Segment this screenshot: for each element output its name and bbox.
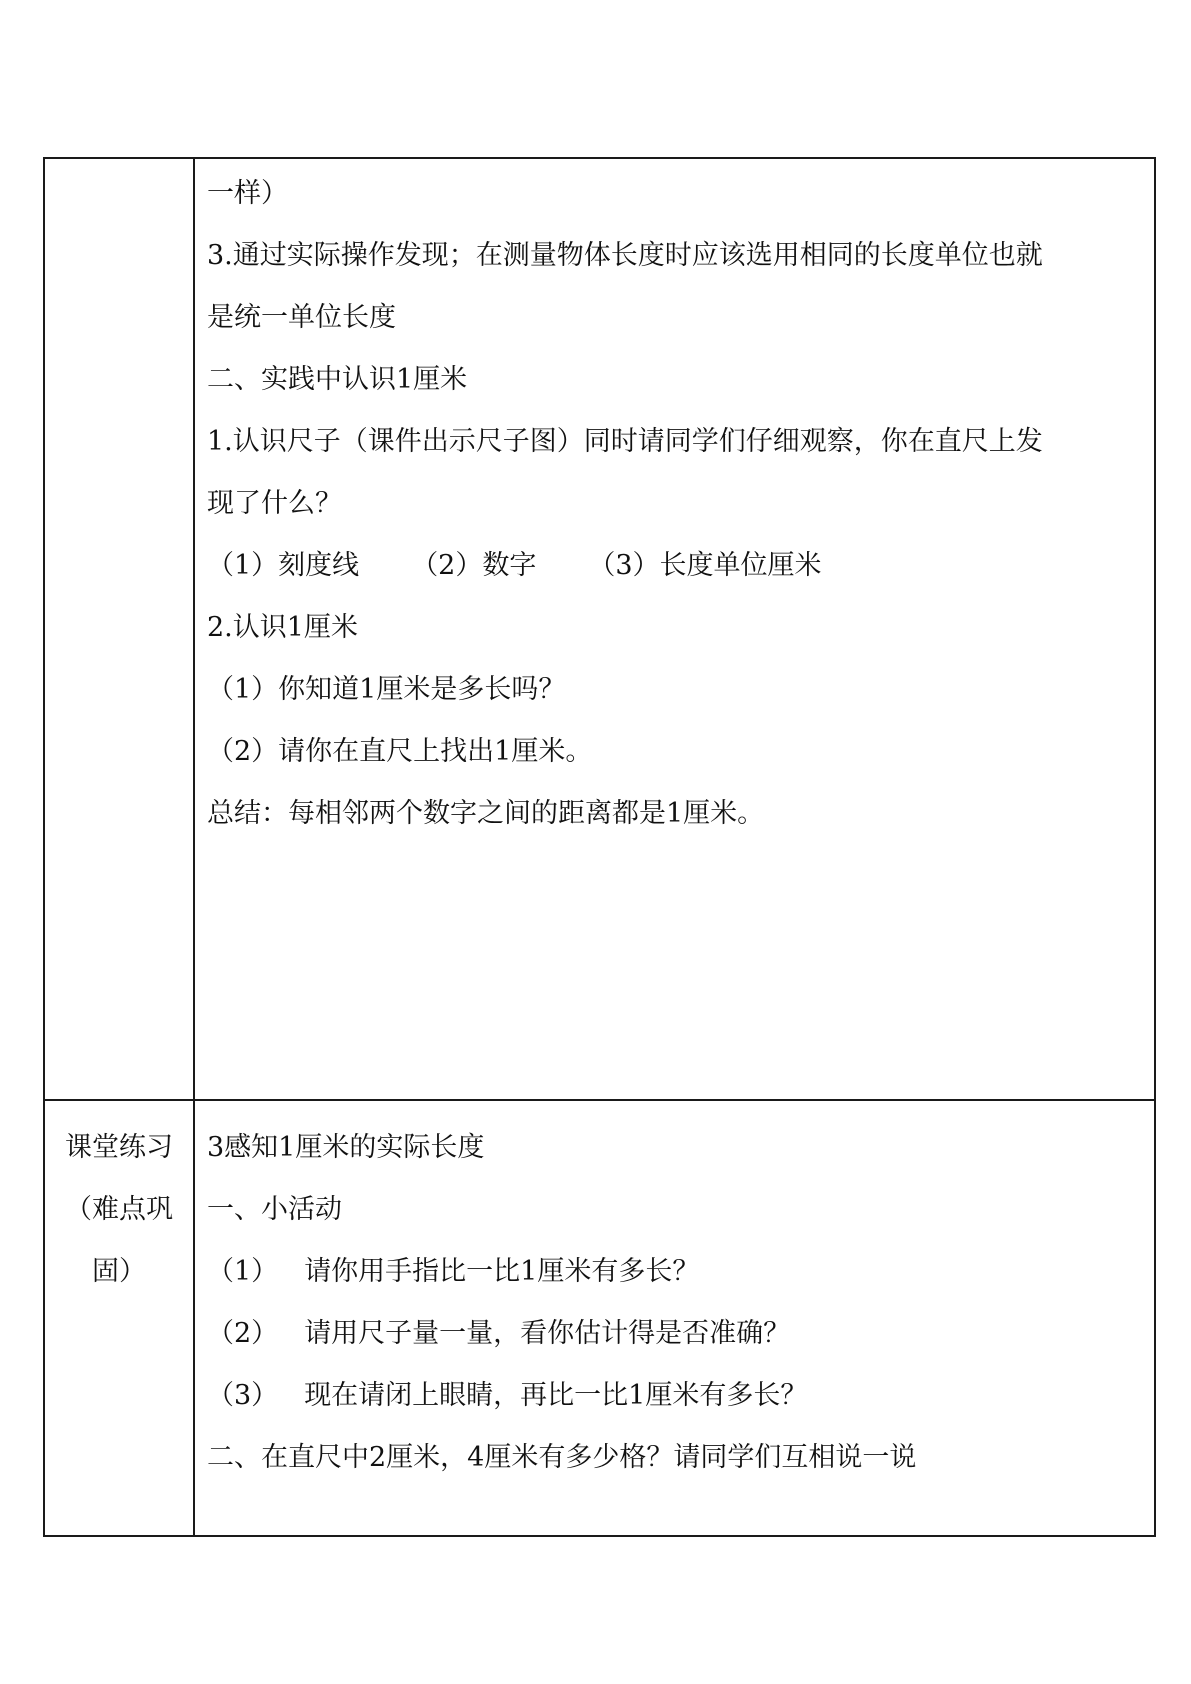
content-cell-practice bbox=[194, 1100, 1155, 1536]
content-line: 2.认识1厘米 bbox=[207, 612, 358, 643]
summary-line: 总结：每相邻两个数字之间的距离都是1厘米。 bbox=[207, 798, 765, 829]
content-line: 是统一单位长度 bbox=[207, 302, 396, 333]
table-row-practice bbox=[44, 1100, 1155, 1536]
ruler-feature-item: （3）长度单位厘米 bbox=[588, 550, 822, 581]
content-line: 3感知1厘米的实际长度 bbox=[207, 1132, 485, 1163]
content-line: （1）你知道1厘米是多长吗？ bbox=[207, 674, 566, 705]
activity-text: 现在请闭上眼睛，再比一比1厘米有多长？ bbox=[304, 1380, 808, 1411]
content-line: 3.通过实际操作发现；在测量物体长度时应该选用相同的长度单位也就 bbox=[207, 240, 1043, 271]
ruler-features-line bbox=[207, 535, 1146, 597]
left-label-cell-practice bbox=[44, 1100, 194, 1536]
left-label-practice bbox=[45, 1101, 193, 1303]
activity-item bbox=[207, 1365, 1146, 1427]
content-cell-teaching bbox=[194, 158, 1155, 1100]
section-heading: 一、小活动 bbox=[207, 1194, 342, 1225]
content-line: 现了什么？ bbox=[207, 488, 342, 519]
activity-number: （1） bbox=[207, 1256, 279, 1287]
left-label-empty bbox=[45, 159, 193, 175]
left-label-line: （难点巩 bbox=[65, 1194, 173, 1225]
activity-item bbox=[207, 1303, 1146, 1365]
activity-number: （2） bbox=[207, 1318, 279, 1349]
content-line: 一样） bbox=[207, 178, 288, 209]
ruler-feature-item: （1）刻度线 bbox=[207, 550, 360, 581]
left-label-line: 固） bbox=[92, 1256, 146, 1287]
table-row-teaching-content bbox=[44, 158, 1155, 1100]
activity-text: 请你用手指比一比1厘米有多长？ bbox=[304, 1256, 700, 1287]
section-heading: 二、实践中认识1厘米 bbox=[207, 364, 468, 395]
content-line: 1.认识尺子（课件出示尺子图）同时请同学们仔细观察，你在直尺上发 bbox=[207, 426, 1043, 457]
activity-item bbox=[207, 1241, 1146, 1303]
teaching-content bbox=[195, 159, 1154, 845]
left-label-cell-empty bbox=[44, 158, 194, 1100]
ruler-feature-item: （2）数字 bbox=[411, 550, 537, 581]
activity-number: （3） bbox=[207, 1380, 279, 1411]
practice-content bbox=[195, 1101, 1154, 1489]
section-heading: 二、在直尺中2厘米，4厘米有多少格？请同学们互相说一说 bbox=[207, 1442, 917, 1473]
content-line: （2）请你在直尺上找出1厘米。 bbox=[207, 736, 593, 767]
lesson-plan-table bbox=[43, 157, 1156, 1537]
left-label-line: 课堂练习 bbox=[65, 1132, 173, 1163]
activity-text: 请用尺子量一量，看你估计得是否准确？ bbox=[304, 1318, 791, 1349]
